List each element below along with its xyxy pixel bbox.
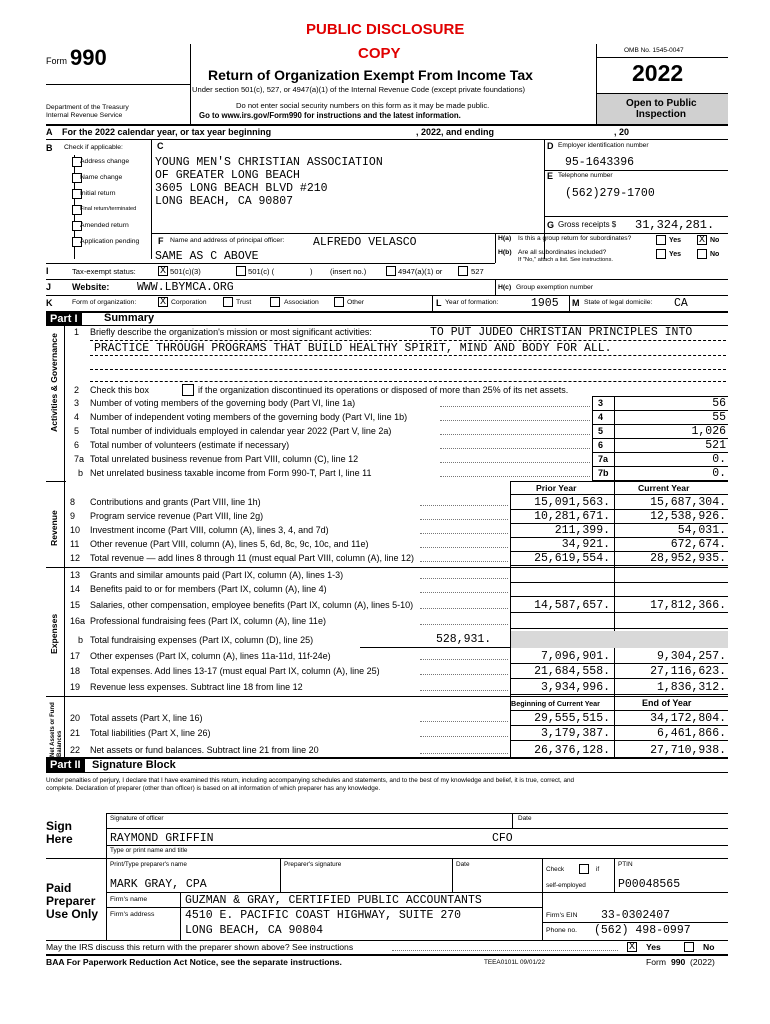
net-asset-prior: 26,376,128. xyxy=(534,744,610,757)
principal-officer-name: ALFREDO VELASCO xyxy=(313,236,417,249)
side-label-expenses: Expenses xyxy=(49,613,59,654)
line2-num: 2 xyxy=(74,385,80,395)
expense-total-rule xyxy=(510,694,728,695)
checkbox-4947[interactable] xyxy=(386,266,396,276)
line-f-letter: F xyxy=(158,236,164,246)
mission-line1: TO PUT JUDEO CHRISTIAN PRINCIPLES INTO xyxy=(430,326,693,339)
gov-value: 0. xyxy=(712,467,726,480)
expense-dots xyxy=(420,592,508,593)
gov-box-label: 7b xyxy=(598,468,609,478)
line-m-letter: M xyxy=(572,298,580,308)
gov-value: 1,026 xyxy=(691,425,726,438)
net-asset-dots xyxy=(420,753,508,754)
footer-form-number: 990 xyxy=(671,957,686,967)
revenue-line-text: Total revenue — add lines 8 through 11 (must equal Part VIII, column (A), line 12) xyxy=(90,553,414,563)
h-b-text: Are all subordinates included? xyxy=(518,249,607,256)
dept-treasury: Department of the Treasury xyxy=(46,104,129,111)
net-asset-rule xyxy=(510,725,728,726)
officer-title: CFO xyxy=(492,832,513,845)
preparer-ptin: P00048565 xyxy=(618,878,681,891)
paid-label-3: Use Only xyxy=(46,907,99,921)
line-j-text: Website: xyxy=(72,282,110,292)
expense-total-current: 1,836,312. xyxy=(656,681,726,694)
net-asset-dots xyxy=(420,721,508,722)
label-phone: Phone no. xyxy=(546,927,577,934)
firm-name: GUZMAN & GRAY, CERTIFIED PUBLIC ACCOUNTANTS xyxy=(185,894,482,907)
gov-dots xyxy=(440,462,590,463)
label-527: 527 xyxy=(471,267,484,276)
firm-address-line1: 4510 E. PACIFIC COAST HIGHWAY, SUITE 270 xyxy=(185,909,462,922)
expense-total-line-text: Revenue less expenses. Subtract line 18 from line 12 xyxy=(90,682,303,692)
expense-rule xyxy=(510,596,728,597)
gov-rule xyxy=(592,410,728,411)
line-a-mid: , 2022, and ending xyxy=(416,127,495,137)
expense-total-prior: 3,934,996. xyxy=(540,681,610,694)
label-corporation: Corporation xyxy=(171,299,207,306)
revenue-current: 54,031. xyxy=(677,524,726,537)
gross-receipts-value: 31,324,281. xyxy=(635,218,715,232)
label-if: if xyxy=(596,866,600,873)
label-application-pending: Application pending xyxy=(80,238,140,245)
gov-line-text: Net unrelated business taxable income from Form 990-T, Part I, line 11 xyxy=(90,468,372,478)
expense-total-dots xyxy=(420,690,508,691)
gov-value: 55 xyxy=(712,411,726,424)
net-asset-line-num: 22 xyxy=(70,745,81,755)
net-asset-line-num: 20 xyxy=(70,713,81,723)
line-e-letter: E xyxy=(547,171,554,181)
expense-current: 17,812,366. xyxy=(650,599,726,612)
label-name-change: Name change xyxy=(80,174,123,181)
discuss-no: No xyxy=(703,942,715,952)
gov-dots xyxy=(440,476,590,477)
expense-total-line-num: 19 xyxy=(70,682,81,692)
checkbox-association[interactable] xyxy=(270,297,280,307)
net-asset-current: 6,461,866. xyxy=(656,727,726,740)
form-number: 990 xyxy=(70,45,107,70)
h-a-text: Is this a group return for subordinates? xyxy=(518,235,632,242)
h-a-label: H(a) xyxy=(498,235,512,242)
line-k-text: Form of organization: xyxy=(72,299,137,306)
label-insert-no: (insert no.) xyxy=(330,267,367,276)
disclosure-stamp-line2: COPY xyxy=(358,45,401,62)
form-subtitle: Under section 501(c), 527, or 4947(a)(1) of the Internal Revenue Code (except private foundations) xyxy=(192,85,526,94)
h-b-yes-checkbox[interactable] xyxy=(656,249,666,259)
revenue-line-num: 11 xyxy=(70,539,80,549)
type-name-label: Type or print name and title xyxy=(110,847,188,854)
form-title: Return of Organization Exempt From Income Tax xyxy=(208,67,533,83)
net-asset-prior: 29,555,515. xyxy=(534,712,610,725)
gov-box-label: 4 xyxy=(598,412,604,422)
expense-line-text: Benefits paid to or for members (Part IX, column (A), line 4) xyxy=(90,584,327,594)
penalty-text-line1: Under penalties of perjury, I declare that I have examined this return, including accompanying schedules and statements, and to the best of my knowledge and belief, it is true, correct, and xyxy=(46,777,575,784)
label-501c3: 501(c)(3) xyxy=(170,267,201,276)
expense-line-text: Grants and similar amounts paid (Part IX, column (A), lines 1-3) xyxy=(90,570,344,580)
footer-year: (2022) xyxy=(690,957,715,967)
col-current-year: Current Year xyxy=(638,483,690,493)
checkbox-527[interactable] xyxy=(458,266,468,276)
sign-label-1: Sign xyxy=(46,819,72,833)
revenue-prior: 211,399. xyxy=(554,524,610,537)
line-c-letter: C xyxy=(157,141,164,151)
revenue-line-text: Program service revenue (Part VIII, line 2g) xyxy=(90,511,264,521)
line-l-letter: L xyxy=(436,298,442,308)
paid-label-2: Preparer xyxy=(46,894,96,908)
label-firm-ein: Firm's EIN xyxy=(546,912,578,919)
expense-line-num: 16a xyxy=(70,616,86,626)
form-note-ssn: Do not enter social security numbers on this form as it may be made public. xyxy=(236,101,490,110)
principal-officer-address: SAME AS C ABOVE xyxy=(155,250,259,263)
penalty-text-line2: complete. Declaration of preparer (other than officer) is based on all information of which preparer has any knowledge. xyxy=(46,785,381,792)
line-b-letter: B xyxy=(46,143,53,153)
revenue-current: 12,538,926. xyxy=(650,510,726,523)
revenue-line-num: 10 xyxy=(70,525,81,535)
gov-line-text: Number of voting members of the governing body (Part VI, line 1a) xyxy=(90,398,356,408)
line2-text-a: Check this box xyxy=(90,385,150,395)
website-value: WWW.LBYMCA.ORG xyxy=(137,281,234,294)
revenue-current: 28,952,935. xyxy=(650,552,726,565)
h-a-no: No xyxy=(710,237,720,244)
line-f-text: Name and address of principal officer: xyxy=(170,237,285,244)
line-g-text: Gross receipts $ xyxy=(558,220,617,229)
gov-box-label: 7a xyxy=(598,454,609,464)
checkbox-self-employed[interactable] xyxy=(579,864,589,874)
checkbox-discuss-no[interactable] xyxy=(684,942,694,952)
revenue-line-text: Other revenue (Part VIII, column (A), lines 5, 6d, 8c, 9c, 10c, and 11e) xyxy=(90,539,369,549)
gov-rule xyxy=(592,466,728,467)
org-name-line2: OF GREATER LONG BEACH xyxy=(155,169,300,182)
expense-total-prior: 7,096,901. xyxy=(540,650,610,663)
officer-name: RAYMOND GRIFFIN xyxy=(110,832,214,845)
gov-line-text: Total number of volunteers (estimate if necessary) xyxy=(90,440,290,450)
checkbox-other[interactable] xyxy=(334,297,344,307)
h-a-yes-checkbox[interactable] xyxy=(656,235,666,245)
line1-num: 1 xyxy=(74,327,80,337)
label-preparer-signature: Preparer's signature xyxy=(284,861,342,868)
line-e-text: Telephone number xyxy=(558,172,613,179)
checkbox-501c3[interactable]: X xyxy=(159,266,166,277)
col-beginning-year: Beginning of Current Year xyxy=(511,699,600,708)
form-note-irs: Go to www.irs.gov/Form990 for instructions and the latest information. xyxy=(199,111,461,120)
label-check: Check xyxy=(546,866,565,873)
sign-label-2: Here xyxy=(46,832,73,846)
line-d-letter: D xyxy=(547,141,554,151)
expense-line-num: 13 xyxy=(70,570,81,580)
part2-label: Part II xyxy=(46,758,85,772)
expense-line-text: Professional fundraising fees (Part IX, column (A), line 11e) xyxy=(90,616,326,626)
label-association: Association xyxy=(284,299,319,306)
label-501c-close: ) xyxy=(310,267,313,276)
expense-total-dots xyxy=(420,659,508,660)
gov-line-num: b xyxy=(78,468,84,478)
label-preparer-date: Date xyxy=(456,861,470,868)
firm-ein: 33-0302407 xyxy=(601,909,671,922)
part1-title: Summary xyxy=(104,312,155,324)
org-name-line1: YOUNG MEN'S CHRISTIAN ASSOCIATION xyxy=(155,156,383,169)
expense-total-line-text: Total expenses. Add lines 13-17 (must equal Part IX, column (A), line 25) xyxy=(90,666,380,676)
gov-box-divider2 xyxy=(614,396,615,480)
revenue-prior: 25,619,554. xyxy=(534,552,610,565)
paid-label-1: Paid xyxy=(46,881,72,895)
revenue-dots xyxy=(420,519,508,520)
state-of-domicile: CA xyxy=(674,297,688,310)
revenue-current: 15,687,304. xyxy=(650,496,726,509)
revenue-dots xyxy=(420,547,508,548)
year-of-formation: 1905 xyxy=(531,297,559,310)
net-asset-line-text: Total assets (Part X, line 16) xyxy=(90,713,203,723)
side-label-net-assets: Net Assets or Fund Balances xyxy=(50,702,63,757)
expense-line-num: 15 xyxy=(70,600,81,610)
expense-dots xyxy=(420,578,508,579)
gov-value: 521 xyxy=(705,439,726,452)
line16b-value: 528,931. xyxy=(436,633,492,646)
line-i-text: Tax-exempt status: xyxy=(72,267,136,276)
gov-line-num: 6 xyxy=(74,440,80,450)
gov-line-num: 7a xyxy=(74,454,85,464)
revenue-dots xyxy=(420,505,508,506)
label-firm-name: Firm's name xyxy=(110,896,148,903)
gov-line-text: Total number of individuals employed in calendar year 2022 (Part V, line 2a) xyxy=(90,426,392,436)
expense-total-dots xyxy=(420,674,508,675)
line-j-letter: J xyxy=(46,282,52,292)
line-l-text: Year of formation: xyxy=(445,299,499,306)
label-final-return: Final return/terminated xyxy=(80,206,137,212)
gov-box-label: 3 xyxy=(598,398,604,408)
expense-dots xyxy=(420,624,508,625)
line16b-text: Total fundraising expenses (Part IX, column (D), line 25) xyxy=(90,635,314,645)
org-city: LONG BEACH, CA 90807 xyxy=(155,195,294,208)
line-b-text: Check if applicable: xyxy=(64,144,123,151)
expense-total-current: 9,304,257. xyxy=(656,650,726,663)
expense-rule xyxy=(510,628,728,629)
net-asset-line-text: Net assets or fund balances. Subtract line 21 from line 20 xyxy=(90,745,319,755)
label-amended-return: Amended return xyxy=(80,222,129,229)
net-asset-prior: 3,179,387. xyxy=(540,727,610,740)
firm-phone: (562) 498-0997 xyxy=(594,924,691,937)
signature-officer-label: Signature of officer xyxy=(110,815,164,822)
form-code: TEEA0101L 09/01/22 xyxy=(484,959,545,966)
net-asset-current: 27,710,938. xyxy=(650,744,726,757)
revenue-current: 672,674. xyxy=(670,538,726,551)
h-c-text: Group exemption number xyxy=(516,284,594,291)
expense-total-line-text: Other expenses (Part IX, column (A), lines 11a-11d, 11f-24e) xyxy=(90,651,331,661)
gov-rule xyxy=(592,452,728,453)
preparer-name: MARK GRAY, CPA xyxy=(110,878,207,891)
phone-value: (562)279-1700 xyxy=(565,187,655,200)
checkbox-corporation[interactable]: X xyxy=(159,297,166,308)
revenue-rule xyxy=(510,565,728,566)
revenue-prior: 34,921. xyxy=(561,538,610,551)
label-self-employed: self-employed xyxy=(546,882,586,889)
col-prior-year: Prior Year xyxy=(536,483,577,493)
mission-line2: PRACTICE THROUGH PROGRAMS THAT BUILD HEALTHY SPIRIT, MIND AND BODY FOR ALL. xyxy=(94,342,612,355)
h-b-label: H(b) xyxy=(498,249,512,256)
shaded-16b xyxy=(511,631,728,648)
firm-address-line2: LONG BEACH, CA 90804 xyxy=(185,924,324,937)
expense-rule xyxy=(510,582,728,583)
discuss-yes: Yes xyxy=(646,942,661,952)
line-a-text: For the 2022 calendar year, or tax year beginning xyxy=(62,127,272,137)
net-asset-dots xyxy=(420,736,508,737)
gov-box-divider xyxy=(592,396,593,480)
expense-total-prior: 21,684,558. xyxy=(534,665,610,678)
line-a-end: , 20 xyxy=(614,127,630,137)
h-a-no-checkbox[interactable]: X xyxy=(698,235,705,246)
h-b-note: If "No," attach a list. See instructions. xyxy=(518,257,613,263)
gov-dots xyxy=(440,406,590,407)
part1-label: Part I xyxy=(46,312,82,326)
net-asset-current: 34,172,804. xyxy=(650,712,726,725)
checkbox-discontinued[interactable] xyxy=(182,384,194,396)
gov-value: 56 xyxy=(712,397,726,410)
checkbox-trust[interactable] xyxy=(223,297,233,307)
gov-line-text: Number of independent voting members of the governing body (Part VI, line 1b) xyxy=(90,412,408,422)
discuss-text: May the IRS discuss this return with the preparer shown above? See instructions xyxy=(46,942,354,952)
line-a-letter: A xyxy=(46,127,53,137)
revenue-dots xyxy=(420,561,508,562)
expense-total-rule xyxy=(510,663,728,664)
h-b-no: No xyxy=(710,251,720,258)
line-g-letter: G xyxy=(547,220,555,230)
gov-line-num: 4 xyxy=(74,412,80,422)
line-k-letter: K xyxy=(46,298,53,308)
expense-total-current: 27,116,623. xyxy=(650,665,726,678)
side-label-activities: Activities & Governance xyxy=(49,333,59,432)
ein-value: 95-1643396 xyxy=(565,156,635,169)
h-a-yes: Yes xyxy=(669,237,682,244)
revenue-prior: 10,281,671. xyxy=(534,510,610,523)
label-other: Other xyxy=(347,299,364,306)
net-asset-line-text: Total liabilities (Part X, line 26) xyxy=(90,728,211,738)
line1-text: Briefly describe the organization's mission or most significant activities: xyxy=(90,327,372,337)
gov-line-num: 5 xyxy=(74,426,80,436)
tax-year: 2022 xyxy=(632,60,684,86)
signature-date-label: Date xyxy=(518,815,532,822)
checkbox-discuss-yes[interactable]: X xyxy=(628,942,635,953)
col-end-year: End of Year xyxy=(642,698,692,708)
gov-box-label: 5 xyxy=(598,426,604,436)
org-address: 3605 LONG BEACH BLVD #210 xyxy=(155,182,328,195)
label-firm-address: Firm's address xyxy=(110,911,155,918)
label-trust: Trust xyxy=(236,299,252,306)
expense-total-line-num: 18 xyxy=(70,666,81,676)
open-public: Open to Public xyxy=(626,98,697,109)
net-asset-rule xyxy=(510,740,728,741)
label-501c: 501(c) ( xyxy=(248,267,275,276)
h-b-no-checkbox[interactable] xyxy=(697,249,707,259)
gov-value: 0. xyxy=(712,453,726,466)
revenue-line-text: Investment income (Part VIII, column (A), lines 3, 4, and 7d) xyxy=(90,525,329,535)
expense-total-line-num: 17 xyxy=(70,651,81,661)
revenue-dots xyxy=(420,533,508,534)
line-i-letter: I xyxy=(46,266,49,276)
label-4947: 4947(a)(1) or xyxy=(398,267,443,276)
label-initial-return: Initial return xyxy=(80,190,116,197)
gov-dots xyxy=(440,420,590,421)
expense-prior: 14,587,657. xyxy=(534,599,610,612)
expense-total-rule xyxy=(510,678,728,679)
line16b-num: b xyxy=(78,635,84,645)
label-preparer-name: Print/Type preparer's name xyxy=(110,861,187,868)
net-asset-line-num: 21 xyxy=(70,728,81,738)
gov-line-num: 3 xyxy=(74,398,80,408)
revenue-line-text: Contributions and grants (Part VIII, line 1h) xyxy=(90,497,261,507)
gov-dots xyxy=(440,434,590,435)
revenue-line-num: 12 xyxy=(70,553,81,563)
disclosure-stamp-line1: PUBLIC DISCLOSURE xyxy=(306,21,465,38)
footer-form-word: Form xyxy=(646,957,667,967)
side-label-revenue: Revenue xyxy=(49,510,59,546)
label-address-change: Address change xyxy=(80,158,130,165)
h-c-label: H(c) xyxy=(498,284,512,291)
label-ptin: PTIN xyxy=(618,861,633,868)
expense-rule xyxy=(510,612,728,613)
irs-name: Internal Revenue Service xyxy=(46,112,123,119)
checkbox-501c[interactable] xyxy=(236,266,246,276)
form-word: Form xyxy=(46,56,67,66)
line-m-text: State of legal domicile: xyxy=(584,299,653,306)
part2-title: Signature Block xyxy=(92,759,176,771)
gov-box-label: 6 xyxy=(598,440,604,450)
expense-line-text: Salaries, other compensation, employee benefits (Part IX, column (A), lines 5-10) xyxy=(90,600,414,610)
line-d-text: Employer identification number xyxy=(558,142,649,149)
expense-dots xyxy=(420,608,508,609)
revenue-prior: 15,091,563. xyxy=(534,496,610,509)
h-b-yes: Yes xyxy=(669,251,682,258)
gov-dots xyxy=(440,448,590,449)
gov-line-text: Total unrelated business revenue from Part VIII, column (C), line 12 xyxy=(90,454,359,464)
baa-text: BAA For Paperwork Reduction Act Notice, see the separate instructions. xyxy=(46,957,342,967)
omb-number: OMB No. 1545-0047 xyxy=(624,47,684,54)
open-inspection: Inspection xyxy=(636,109,687,120)
expense-line-num: 14 xyxy=(70,584,81,594)
line2-text-b: if the organization discontinued its operations or disposed of more than 25% of its net assets. xyxy=(198,385,569,395)
revenue-line-num: 9 xyxy=(70,511,76,521)
revenue-line-num: 8 xyxy=(70,497,76,507)
